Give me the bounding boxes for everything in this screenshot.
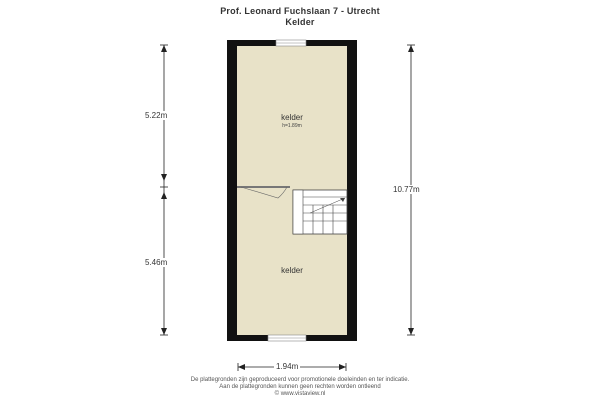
address-title: Prof. Leonard Fuchslaan 7 - Utrecht — [220, 6, 380, 16]
room-label-upper: kelder — [281, 113, 303, 122]
upper-height-label: 5.22m — [145, 111, 168, 120]
staircase — [293, 190, 347, 234]
copyright-line: © www.vistaview.nl — [274, 391, 326, 397]
width-label: 1.94m — [276, 362, 299, 371]
left-dimension — [160, 45, 168, 335]
disclaimer-line-2: Aan de plattegronden kunnen geen rechten worden ontleend — [219, 384, 381, 390]
room-label-lower: kelder — [281, 266, 303, 275]
room-height-note: h=1.89m — [282, 123, 302, 129]
disclaimer-line-1: De plattegronden zijn geproduceerd voor promotionele doeleinden en ter indicatie. — [190, 377, 410, 383]
total-height-label: 10.77m — [393, 185, 420, 194]
lower-height-label: 5.46m — [145, 258, 168, 267]
floor-title: Kelder — [285, 17, 315, 27]
